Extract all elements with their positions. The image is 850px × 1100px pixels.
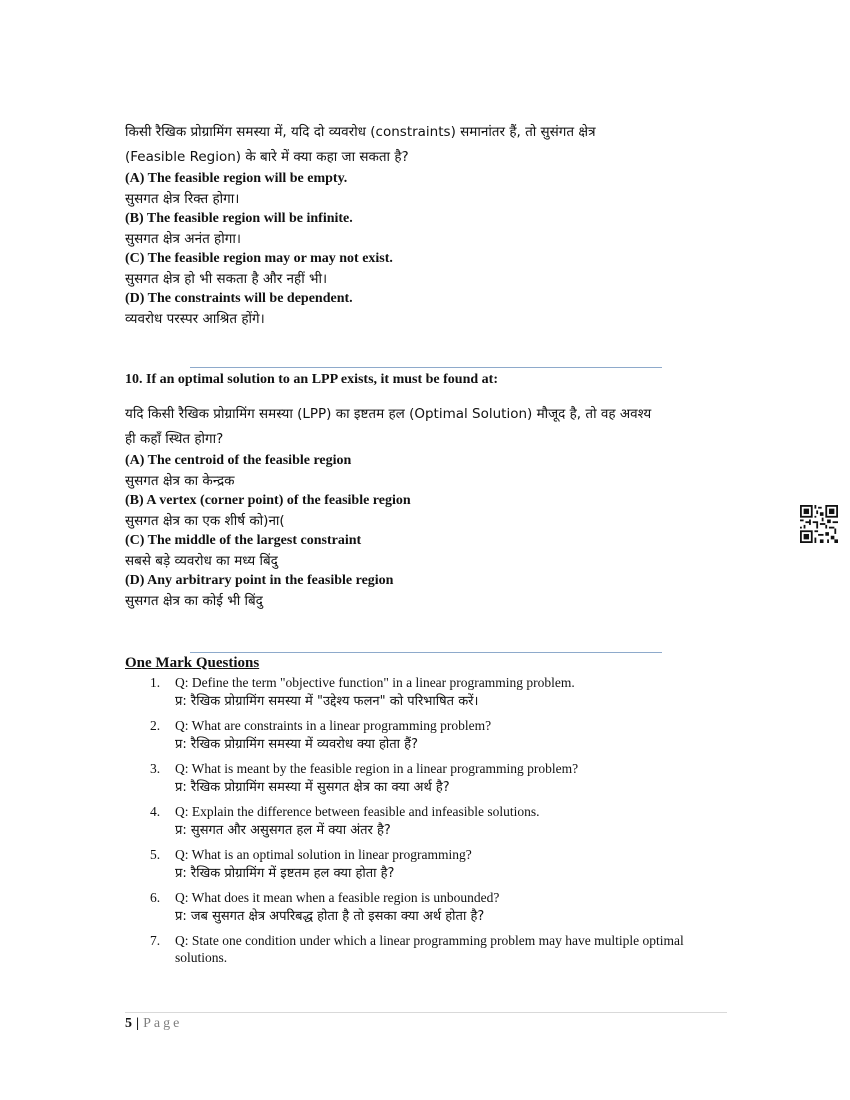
option-d-hindi: व्यवरोध परस्पर आश्रित होंगे। <box>125 311 265 327</box>
item-hindi: प्र: जब सुसगत क्षेत्र अपरिबद्ध होता है तो इसका क्या अर्थ होता है? <box>175 909 485 924</box>
item-english: Q: What is an optimal solution in linear programming? <box>175 847 472 862</box>
option-c-hindi: सबसे बड़े व्यवरोध का मध्य बिंदु <box>125 553 278 569</box>
option-b-hindi: सुसगत क्षेत्र का एक शीर्ष को)ना( <box>125 513 285 529</box>
item-number: 7. <box>150 933 161 948</box>
page-number: 5 <box>125 1016 132 1031</box>
question-9-hindi-line-2: (Feasible Region) के बारे में क्या कहा जा सकता है? <box>125 149 409 165</box>
item-english: Q: What are constraints in a linear programming problem? <box>175 718 492 733</box>
question-10-english: 10. If an optimal solution to an LPP exists, it must be found at: <box>125 372 498 387</box>
item-hindi: प्र: रैखिक प्रोग्रामिंग समस्या में "उद्देश्य फलन" को परिभाषित करें। <box>175 694 479 709</box>
item-english: Q: What does it mean when a feasible region is unbounded? <box>175 890 500 905</box>
item-hindi: प्र: रैखिक प्रोग्रामिंग में इष्टतम हल क्या होता है? <box>175 866 395 881</box>
item-number: 1. <box>150 675 161 690</box>
option-b-hindi: सुसगत क्षेत्र अनंत होगा। <box>125 231 241 247</box>
section-title: One Mark Questions <box>125 655 260 671</box>
footer-separator: | <box>136 1016 140 1031</box>
option-a-hindi: सुसगत क्षेत्र रिक्त होगा। <box>125 191 240 207</box>
question-10-options <box>125 452 735 612</box>
item-number: 2. <box>150 718 161 733</box>
question-9-hindi-line-1: किसी रैखिक प्रोग्रामिंग समस्या में, यदि दो व्यवरोध (constraints) समानांतर हैं, तो सुसंगत क्षेत्र <box>125 124 596 140</box>
option-d-english: (D) Any arbitrary point in the feasible region <box>125 573 394 588</box>
item-number: 3. <box>150 761 161 776</box>
option-c-english: (C) The middle of the largest constraint <box>125 533 362 548</box>
item-english: Q: State one condition under which a linear programming problem may have multiple optimal solutions. <box>175 933 684 965</box>
option-d-hindi: सुसगत क्षेत्र का कोई भी बिंदु <box>125 593 263 609</box>
list-item <box>150 846 720 885</box>
option-d-english: (D) The constraints will be dependent. <box>125 291 353 306</box>
option-a-english: (A) The feasible region will be empty. <box>125 171 348 186</box>
question-10-hindi-line-2: ही कहाँ स्थित होगा? <box>125 431 224 447</box>
page-footer <box>125 1016 182 1032</box>
question-9 <box>125 120 735 330</box>
list-item <box>150 760 720 799</box>
divider <box>190 652 662 653</box>
option-b-english: (B) The feasible region will be infinite. <box>125 211 353 226</box>
option-c-hindi: सुसगत क्षेत्र हो भी सकता है और नहीं भी। <box>125 271 328 287</box>
one-mark-question-list <box>150 674 720 970</box>
divider <box>190 367 662 368</box>
option-b-english: (B) A vertex (corner point) of the feasible region <box>125 493 411 508</box>
list-item <box>150 889 720 928</box>
item-english: Q: Explain the difference between feasible and infeasible solutions. <box>175 804 540 819</box>
option-a-english: (A) The centroid of the feasible region <box>125 453 352 468</box>
item-hindi: प्र: रैखिक प्रोग्रामिंग समस्या में सुसगत क्षेत्र का क्या अर्थ है? <box>175 780 450 795</box>
list-item <box>150 803 720 842</box>
question-9-options <box>125 170 735 330</box>
item-hindi: प्र: रैखिक प्रोग्रामिंग समस्या में व्यवरोध क्या होता हैं? <box>175 737 418 752</box>
item-english: Q: What is meant by the feasible region in a linear programming problem? <box>175 761 579 776</box>
item-number: 5. <box>150 847 161 862</box>
list-item <box>150 932 720 966</box>
qr-code-icon <box>800 505 838 543</box>
list-item <box>150 717 720 756</box>
option-c-english: (C) The feasible region may or may not exist. <box>125 251 393 266</box>
footer-divider <box>125 1012 727 1013</box>
question-10-hindi-line-1: यदि किसी रैखिक प्रोग्रामिंग समस्या (LPP) का इष्टतम हल (Optimal Solution) मौजूद है, तो वह अवश्य <box>125 406 652 422</box>
list-item <box>150 674 720 713</box>
item-hindi: प्र: सुसगत और असुसगत हल में क्या अंतर है? <box>175 823 391 838</box>
item-number: 4. <box>150 804 161 819</box>
item-number: 6. <box>150 890 161 905</box>
page-label: Page <box>143 1016 183 1031</box>
item-english: Q: Define the term "objective function" in a linear programming problem. <box>175 675 575 690</box>
option-a-hindi: सुसगत क्षेत्र का केन्द्रक <box>125 473 235 489</box>
question-10 <box>125 370 735 612</box>
